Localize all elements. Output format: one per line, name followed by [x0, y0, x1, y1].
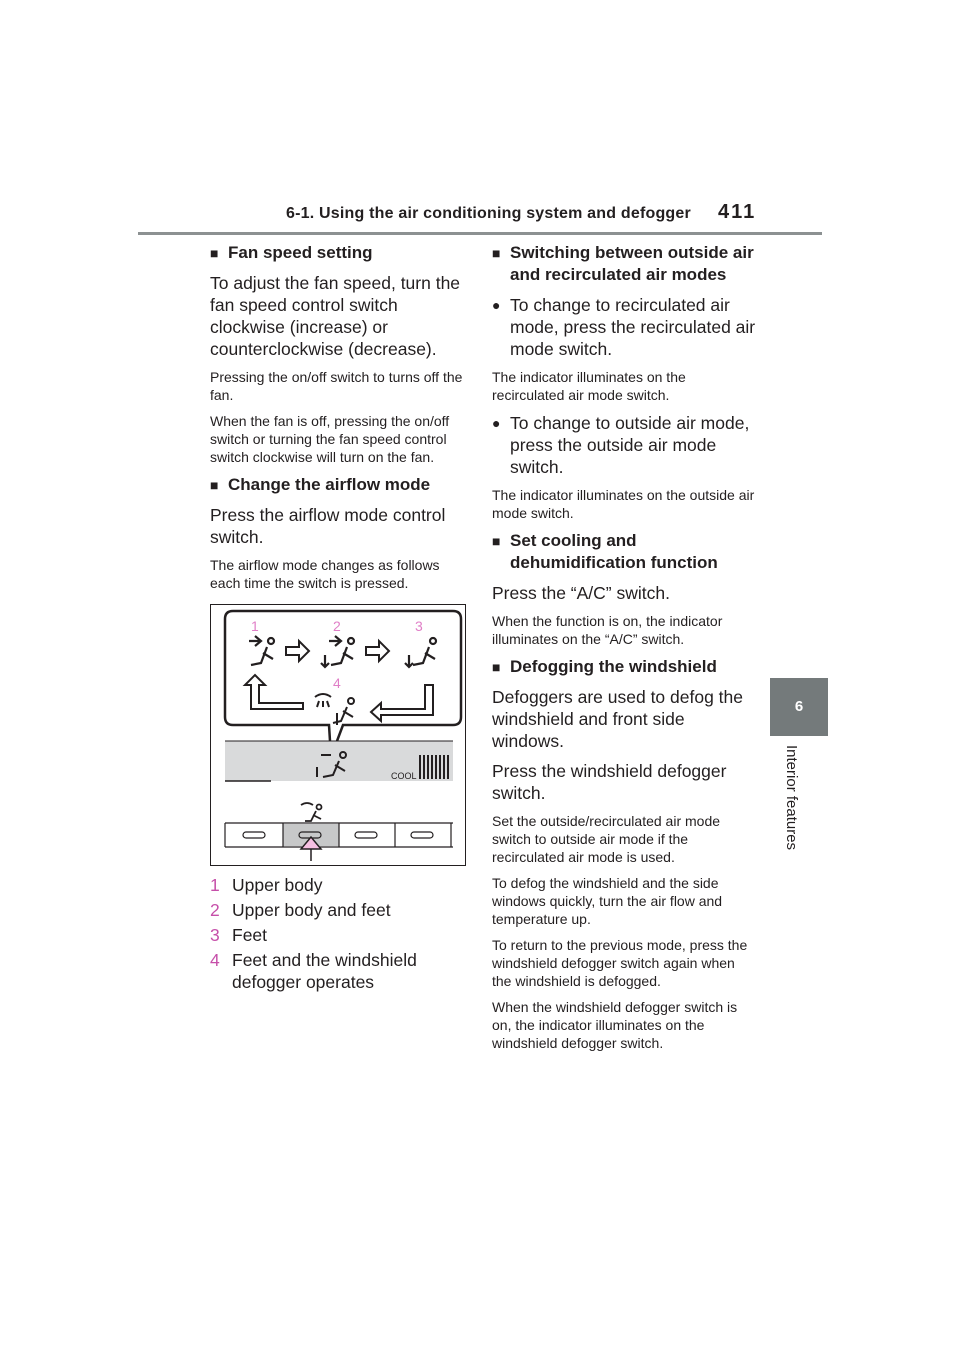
display-cool-text: COOL — [391, 771, 417, 781]
defog-note-2: To defog the windshield and the side windows quickly, turn the air flow and temperature up. — [492, 875, 723, 927]
recirculation-bullet-2: ● To change to outside air mode, press the outside air mode switch. — [492, 413, 750, 477]
legend-item: 4 Feet and the windshield defogger operates — [210, 950, 417, 992]
legend-item: 1 Upper body — [210, 875, 323, 895]
chapter-label: Interior features — [783, 745, 800, 851]
recirculation-bullet-1: ● To change to recirculated air mode, press the recirculated air mode switch. — [492, 295, 756, 359]
recirculation-heading: ■ Switching between outside air and recirculated air modes — [492, 243, 754, 284]
section-title: 6-1. Using the air conditioning system and defogger — [286, 205, 691, 222]
bullet-dot-icon: ● — [492, 415, 501, 431]
airflow-note: The airflow mode changes as follows each time the switch is pressed. — [210, 557, 440, 591]
page-number: 411 — [718, 201, 757, 223]
bullet-dot-icon: ● — [492, 297, 501, 313]
right-column — [492, 242, 756, 1060]
defog-note-4: When the windshield defogger switch is on, the indicator illuminates on the windshield defogger switch. — [492, 999, 738, 1051]
square-bullet-icon: ■ — [492, 659, 501, 675]
figure-label-2: 2 — [333, 618, 341, 634]
defog-note-3: To return to the previous mode, press the windshield defogger switch again when the windshield is defogged. — [492, 937, 748, 989]
cooling-heading: ■ Set cooling and dehumidification function — [492, 531, 718, 572]
chapter-number: 6 — [794, 698, 804, 715]
airflow-body: Press the airflow mode control switch. — [210, 505, 446, 547]
recirculation-note-1: The indicator illuminates on the recirculated air mode switch. — [492, 369, 686, 403]
figure-label-1: 1 — [251, 618, 259, 634]
chapter-tab[interactable] — [770, 678, 828, 736]
figure-label-4: 4 — [333, 675, 341, 691]
defog-heading: ■ Defogging the windshield — [492, 657, 717, 676]
airflow-switch-icon — [301, 803, 322, 821]
cooling-body: Press the “A/C” switch. — [492, 583, 670, 603]
cooling-note: When the function is on, the indicator illuminates on the “A/C” switch. — [492, 613, 723, 647]
square-bullet-icon: ■ — [210, 245, 219, 261]
fan-speed-note-1: Pressing the on/off switch to turns off the fan. — [210, 369, 463, 403]
fan-speed-heading: ■ Fan speed setting — [210, 243, 373, 262]
square-bullet-icon: ■ — [492, 245, 501, 261]
fan-speed-note-2: When the fan is off, pressing the on/off switch or turning the fan speed control switch clockwise will turn on the fan. — [210, 413, 450, 465]
legend-item: 2 Upper body and feet — [210, 900, 391, 920]
airflow-diagram — [211, 605, 465, 865]
square-bullet-icon: ■ — [210, 477, 219, 493]
left-column — [210, 242, 472, 996]
airflow-heading: ■ Change the airflow mode — [210, 475, 431, 494]
legend-item: 3 Feet — [210, 925, 268, 945]
defog-note-1: Set the outside/recirculated air mode switch to outside air mode if the recirculated air mode is used. — [492, 813, 721, 865]
defog-body-1: Defoggers are used to defog the windshield and front side windows. — [492, 687, 744, 751]
header-divider — [138, 232, 822, 235]
recirculation-note-2: The indicator illuminates on the outside air mode switch. — [492, 487, 755, 521]
airflow-legend — [210, 874, 472, 993]
figure-label-3: 3 — [415, 618, 423, 634]
fan-speed-body: To adjust the fan speed, turn the fan speed control switch clockwise (increase) or counterclockwise (decrease). — [210, 273, 461, 359]
airflow-mode-figure — [210, 604, 466, 866]
square-bullet-icon: ■ — [492, 533, 501, 549]
defog-body-2: Press the windshield defogger switch. — [492, 761, 727, 803]
